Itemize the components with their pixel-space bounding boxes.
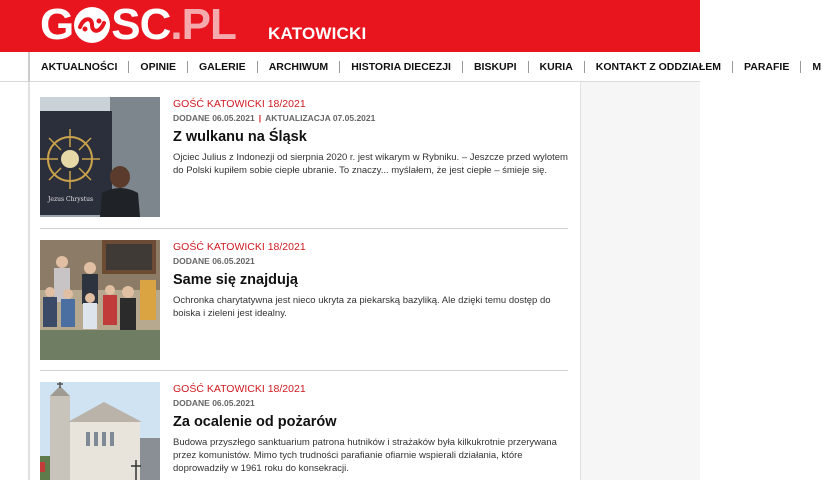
main-nav	[0, 52, 822, 82]
article-issue[interactable]: GOŚĆ KATOWICKI 18/2021	[173, 383, 306, 395]
article-meta	[173, 382, 568, 475]
edition-name[interactable]: KATOWICKI	[268, 24, 367, 43]
nav-item-kuria[interactable]: KURIA	[539, 61, 573, 73]
logo-swirl-icon	[74, 7, 110, 43]
article-thumbnail[interactable]	[40, 97, 160, 217]
article-thumbnail[interactable]	[40, 240, 160, 360]
article-added-date: DODANE 06.05.2021	[173, 398, 255, 408]
nav-item-more[interactable]: M	[812, 61, 822, 73]
article-lead: Ojciec Julius z Indonezji od sierpnia 2020 r. jest wikarym w Rybniku. – Jeszcze przed wylotem do Polski kupiłem sobie ciepłe ubranie. To znaczy... myślałem, że jest ciepłe – śmieje się.	[173, 152, 568, 176]
article-issue[interactable]: GOŚĆ KATOWICKI 18/2021	[173, 98, 306, 110]
nav-item-historia-diecezji[interactable]: HISTORIA DIECEZJI	[351, 61, 451, 73]
nav-item-opinie[interactable]: OPINIE	[140, 61, 177, 73]
content-border	[28, 82, 30, 480]
banner-text: Jezus Chrystus	[48, 196, 94, 203]
logo-letters-sc: SC	[111, 0, 171, 49]
article-dates	[173, 112, 568, 124]
logo-dot: .	[170, 0, 182, 49]
nav-item-galerie[interactable]: GALERIE	[199, 61, 246, 73]
article-dates	[173, 397, 568, 409]
nav-item-parafie[interactable]: PARAFIE	[744, 61, 790, 73]
article-divider	[40, 228, 568, 229]
article-title[interactable]: Za ocalenie od pożarów	[173, 414, 337, 430]
article-divider	[40, 370, 568, 371]
article-thumbnail[interactable]	[40, 382, 160, 480]
right-sidebar	[580, 82, 700, 480]
nav-list	[30, 52, 832, 82]
article-title[interactable]: Z wulkanu na Śląsk	[173, 129, 307, 145]
article-meta	[173, 97, 568, 177]
article-meta	[173, 240, 568, 320]
date-separator: |	[258, 113, 262, 123]
nav-item-biskupi[interactable]: BISKUPI	[473, 61, 517, 73]
article-added-date: DODANE 06.05.2021	[173, 256, 255, 266]
article-issue[interactable]: GOŚĆ KATOWICKI 18/2021	[173, 241, 306, 253]
nav-item-archiwum[interactable]: ARCHIWUM	[268, 61, 329, 73]
nav-item-kontakt[interactable]: KONTAKT Z ODDZIAŁEM	[595, 61, 722, 73]
article-added-date: DODANE 06.05.2021	[173, 113, 255, 123]
article-lead: Ochronka charytatywna jest nieco ukryta za piekarską bazyliką. Ale dzięki temu dostęp do boiska i zieleni jest idealny.	[173, 295, 551, 319]
logo-letter-g: G	[40, 0, 74, 49]
logo-letters-pl: PL	[181, 0, 236, 49]
article-lead: Budowa przyszłego sanktuarium patrona hutników i strażaków była kilkukrotnie przerywana przez komunistów. Mimo tych trudności parafianie ofiarnie wspierali działania, które doprowadziły w 1961 roku do konsekracji.	[173, 437, 557, 474]
article-dates	[173, 255, 568, 267]
nav-item-aktualnosci[interactable]: AKTUALNOŚCI	[41, 61, 118, 73]
article-updated-date: AKTUALIZACJA 07.05.2021	[265, 113, 376, 123]
site-header	[0, 0, 700, 52]
article-title[interactable]: Same się znajdują	[173, 272, 298, 288]
site-logo[interactable]	[40, 2, 236, 48]
